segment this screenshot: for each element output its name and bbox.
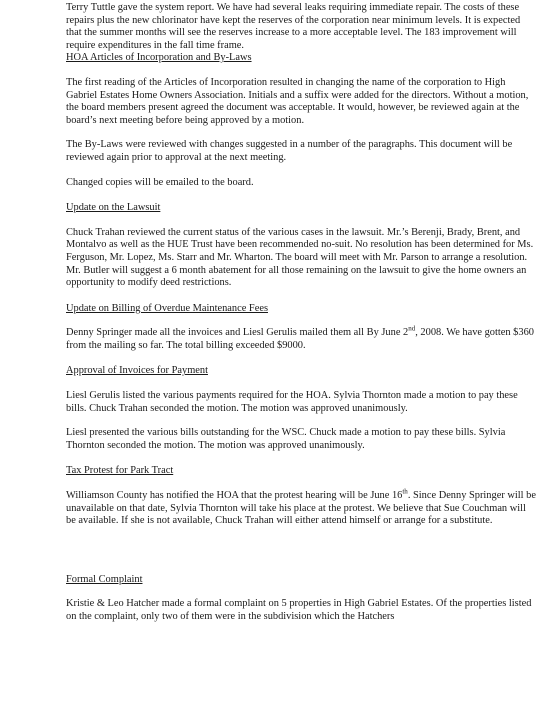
billing-date-suffix: nd [408, 324, 416, 333]
tax-protest-text-end: . Since Denny Springer will be unavailable on that date, Sylvia Thornton will take his place at the protest. We believe that Sue Couchman will be available. If she is not available, Chuck Trahan will either attend himself or arrange for a substitute. [66, 490, 536, 527]
tax-protest-heading: Tax Protest for Park Tract [66, 465, 174, 477]
complaint-heading: Formal Complaint [66, 573, 143, 585]
tax-protest-paragraph [66, 487, 536, 528]
system-report-paragraph: Terry Tuttle gave the system report. We have had several leaks requiring immediate repair. The costs of these repairs plus the new chlorinator have kept the reserves of the corporation near minimum levels. It is expected that the summer months will see the reserves increase to a more acceptable level. The 183 improvement will require expenditures in the fall time frame. [66, 2, 521, 51]
lawsuit-paragraph: Chuck Trahan reviewed the current status of the various cases in the lawsuit. Mr.’s Berenji, Brady, Brent, and Montalvo as well as the HUE Trust have been recommended no-suit. No resolution has been determined for Ms. Ferguson, Mr. Lopez, Ms. Starr and Mr. Wharton. The board will meet with Mr. Parson to arrange a resolution. Mr. Butler will suggest a 6 month abatement for all those remaining on the lawsuit to give the home owners an opportunity to modify deed restrictions. [66, 226, 534, 289]
articles-heading: HOA Articles of Incorporation and By-Laws [66, 52, 252, 64]
complaint-paragraph: Kristie & Leo Hatcher made a formal complaint on 5 properties in High Gabriel Estates. Of the properties listed on the complaint, only two of them were in the subdivision which the Hatchers [66, 598, 532, 622]
invoices-heading: Approval of Invoices for Payment [66, 365, 208, 377]
invoices-paragraph-1: Liesl Gerulis listed the various payments required for the HOA. Sylvia Thornton made a motion to pay these bills. Chuck Trahan seconded the motion. The motion was approved unanimously. [66, 390, 518, 414]
billing-text-start: Denny Springer made all the invoices and Liesl Gerulis mailed them all By June 2 [66, 327, 409, 339]
billing-heading: Update on Billing of Overdue Maintenance Fees [66, 302, 268, 314]
document-page [66, 0, 536, 624]
billing-paragraph [66, 324, 536, 352]
articles-paragraph-3: Changed copies will be emailed to the board. [66, 176, 254, 188]
lawsuit-heading: Update on the Lawsuit [66, 202, 161, 214]
tax-protest-date-suffix: th [402, 487, 408, 496]
tax-protest-text-start: Williamson County has notified the HOA that the protest hearing will be June 16 [66, 490, 403, 502]
articles-paragraph-1: The first reading of the Articles of Incorporation resulted in changing the name of the corporation to High Gabriel Estates Home Owners Association. Initials and a suffix were added for the directors. Without a motion, the board members present agreed the document was acceptable. It would, however, be reviewed again at the board’s next meeting before being approved by a motion. [66, 76, 529, 126]
articles-paragraph-2: The By-Laws were reviewed with changes suggested in a number of the paragraphs. This document will be reviewed again prior to approval at the next meeting. [66, 139, 513, 163]
invoices-paragraph-2: Liesl presented the various bills outstanding for the WSC. Chuck made a motion to pay these bills. Sylvia Thornton seconded the motion. The motion was approved unanimously. [66, 427, 506, 451]
billing-text-end: , 2008. We have gotten $360 from the mailing so far. The total billing exceeded $9000. [66, 327, 534, 351]
